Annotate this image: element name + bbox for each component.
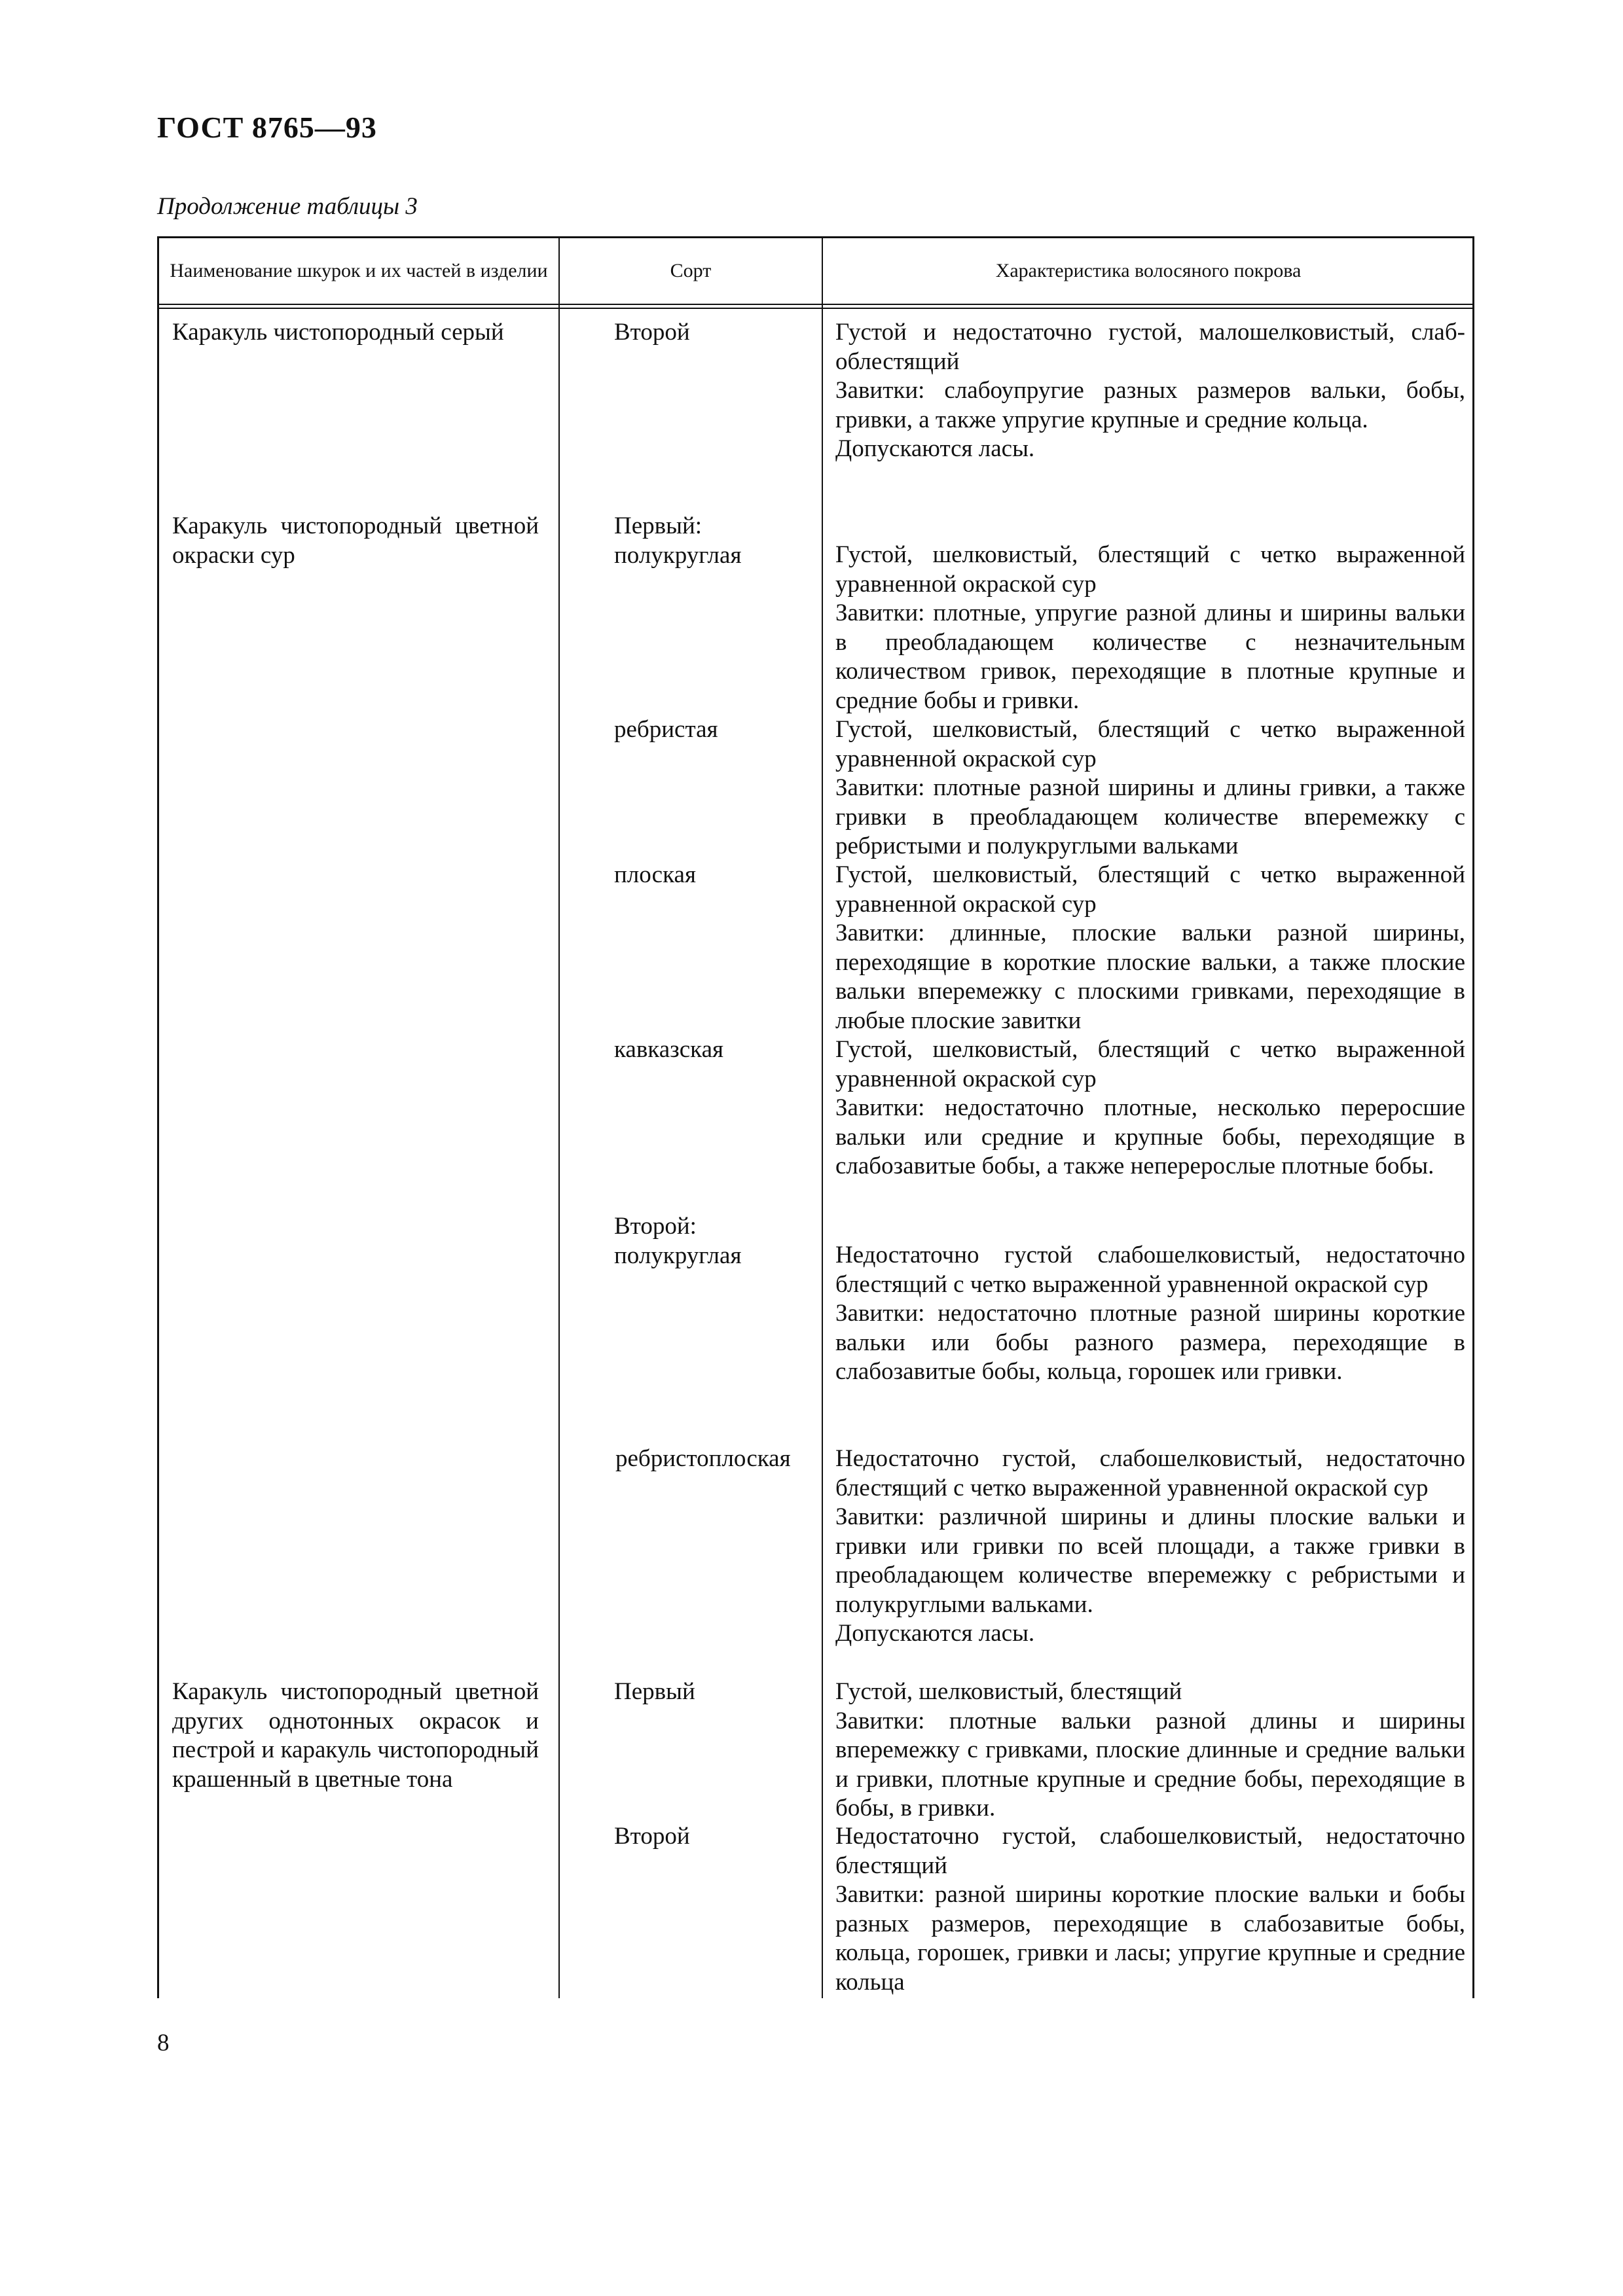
characteristic-line: Завитки: плотные, упругие разной длины и ширины вальки в преобладающем количестве с незначительным количеством гривок, переходящие в плотные крупные и средние бобы и гривки. <box>835 600 1465 714</box>
characteristic-line: Завитки: плотные разной ширины и длины гривки, а также гривки в преобладающем количестве вперемежку с ребристыми и полукруглыми вальками <box>835 774 1465 859</box>
characteristic-line: Густой, шелковистый, блестящий с четко выраженной уравненной окраской сур <box>835 716 1465 772</box>
header-divider-double <box>159 308 1472 309</box>
characteristic-line: Густой, шелковистый, блестящий с четко выраженной уравненной окраской сур <box>835 1036 1465 1092</box>
characteristic-cell <box>835 1444 1465 1649</box>
characteristic-line: Густой, шелковистый, блестящий с четко выраженной уравненной окраской сур <box>835 861 1465 918</box>
characteristic-cell <box>835 1241 1465 1387</box>
characteristic-line: Завитки: недостаточно плотные, несколько переросшие вальки или средние и крупные бобы, переходящие в слабозавитые бобы, а также неперерослые плотные бобы. <box>835 1094 1465 1179</box>
sort-subtype: полукруглая <box>614 1242 742 1269</box>
characteristic-line: Недостаточно густой, слабошелковистый, недостаточно блестящий <box>835 1823 1465 1879</box>
characteristic-line: Завитки: слабоупругие разных размеров вальки, бобы, гривки, а также упругие крупные и средние кольца. <box>835 377 1465 433</box>
sort-cell: Второй <box>614 1823 690 1850</box>
characteristic-cell <box>835 1035 1465 1181</box>
column-header-name: Наименование шкурок и их частей в изделии <box>170 260 548 281</box>
table-continuation-caption: Продолжение таблицы 3 <box>157 193 418 220</box>
sort-cell: Второй <box>614 319 690 346</box>
column-header-sort: Сорт <box>670 260 712 281</box>
document-code: ГОСТ 8765—93 <box>157 111 377 144</box>
characteristic-line: Завитки: разной ширины короткие плоские вальки и бобы разных размеров, переходящие в слабозавитые бобы, кольца, горошек, гривки и ласы; упругие крупные и средние кольца <box>835 1881 1465 1996</box>
characteristic-line: Допускаются ласы. <box>835 1620 1035 1647</box>
sort-cell: плоская <box>614 861 696 888</box>
sort-grade: Второй: <box>614 1213 697 1240</box>
item-name-colored-karakul: Каракуль чистопородный цветной других однотонных окрасок и пестрой и каракуль чистопородный крашенный в цветные тона <box>172 1678 539 1793</box>
header-divider <box>159 304 1472 305</box>
characteristic-line: Густой, шелковистый, блестящий <box>835 1678 1182 1705</box>
sort-cell <box>614 1212 824 1270</box>
column-divider-1 <box>558 238 560 1998</box>
page-number: 8 <box>157 2030 170 2056</box>
item-name-grey-karakul: Каракуль чистопородный серый <box>172 319 504 346</box>
characteristic-line: Завитки: длинные, плоские вальки разной ширины, переходящие в короткие плоские вальки, а также плоские вальки вперемежку с плоскими гривками, переходящие в любые плоские завитки <box>835 920 1465 1034</box>
sort-cell: ребристоплоская <box>615 1445 791 1472</box>
sort-cell <box>614 512 824 570</box>
characteristic-line: Недостаточно густой слабошелковистый, недостаточно блестящий с четко выраженной уравненной окраской сур <box>835 1242 1465 1298</box>
characteristic-line: Завитки: различной ширины и длины плоские вальки и гривки или гривки по всей площади, а также гривки в преобладающем количестве вперемежку с ребристыми и полукруглыми вальками. <box>835 1503 1465 1618</box>
characteristic-line: Завитки: недостаточно плотные разной ширины короткие вальки или бобы разного размера, переходящие в слабозавитые бобы, кольца, горошек или гривки. <box>835 1300 1465 1385</box>
sort-cell: ребристая <box>614 716 718 743</box>
sort-subtype: полукруглая <box>614 541 742 569</box>
characteristic-cell <box>835 715 1465 861</box>
sort-cell: Первый <box>614 1678 695 1705</box>
column-header-characteristic: Характеристика волосяного покрова <box>995 260 1302 281</box>
characteristic-line: Завитки: плотные вальки разной длины и ширины вперемежку с гривками, плоские длинные и средние вальки и гривки, плотные крупные и средние бобы, переходящие в бобы, в гривки. <box>835 1707 1465 1821</box>
table-3 <box>157 236 1474 1998</box>
item-name-sur-karakul: Каракуль чистопородный цветной окраски сур <box>172 512 539 569</box>
characteristic-cell <box>835 541 1465 715</box>
characteristic-cell <box>835 1677 1465 1823</box>
characteristic-cell <box>835 1822 1465 1997</box>
characteristic-cell <box>835 318 1465 464</box>
characteristic-cell <box>835 861 1465 1035</box>
characteristic-line: Густой, шелковистый, блестящий с четко выраженной уравненной окраской сур <box>835 541 1465 598</box>
column-divider-2 <box>822 238 823 1998</box>
sort-cell: кавказская <box>614 1036 724 1063</box>
sort-grade: Первый: <box>614 512 702 539</box>
characteristic-line: Допускаются ласы. <box>835 435 1035 462</box>
characteristic-line: Недостаточно густой, слабошелковистый, недостаточно блестящий с четко выраженной уравненной окраской сур <box>835 1445 1465 1501</box>
characteristic-line: Густой и недостаточно густой, малошелковистый, слабоблестящий <box>835 319 1465 375</box>
